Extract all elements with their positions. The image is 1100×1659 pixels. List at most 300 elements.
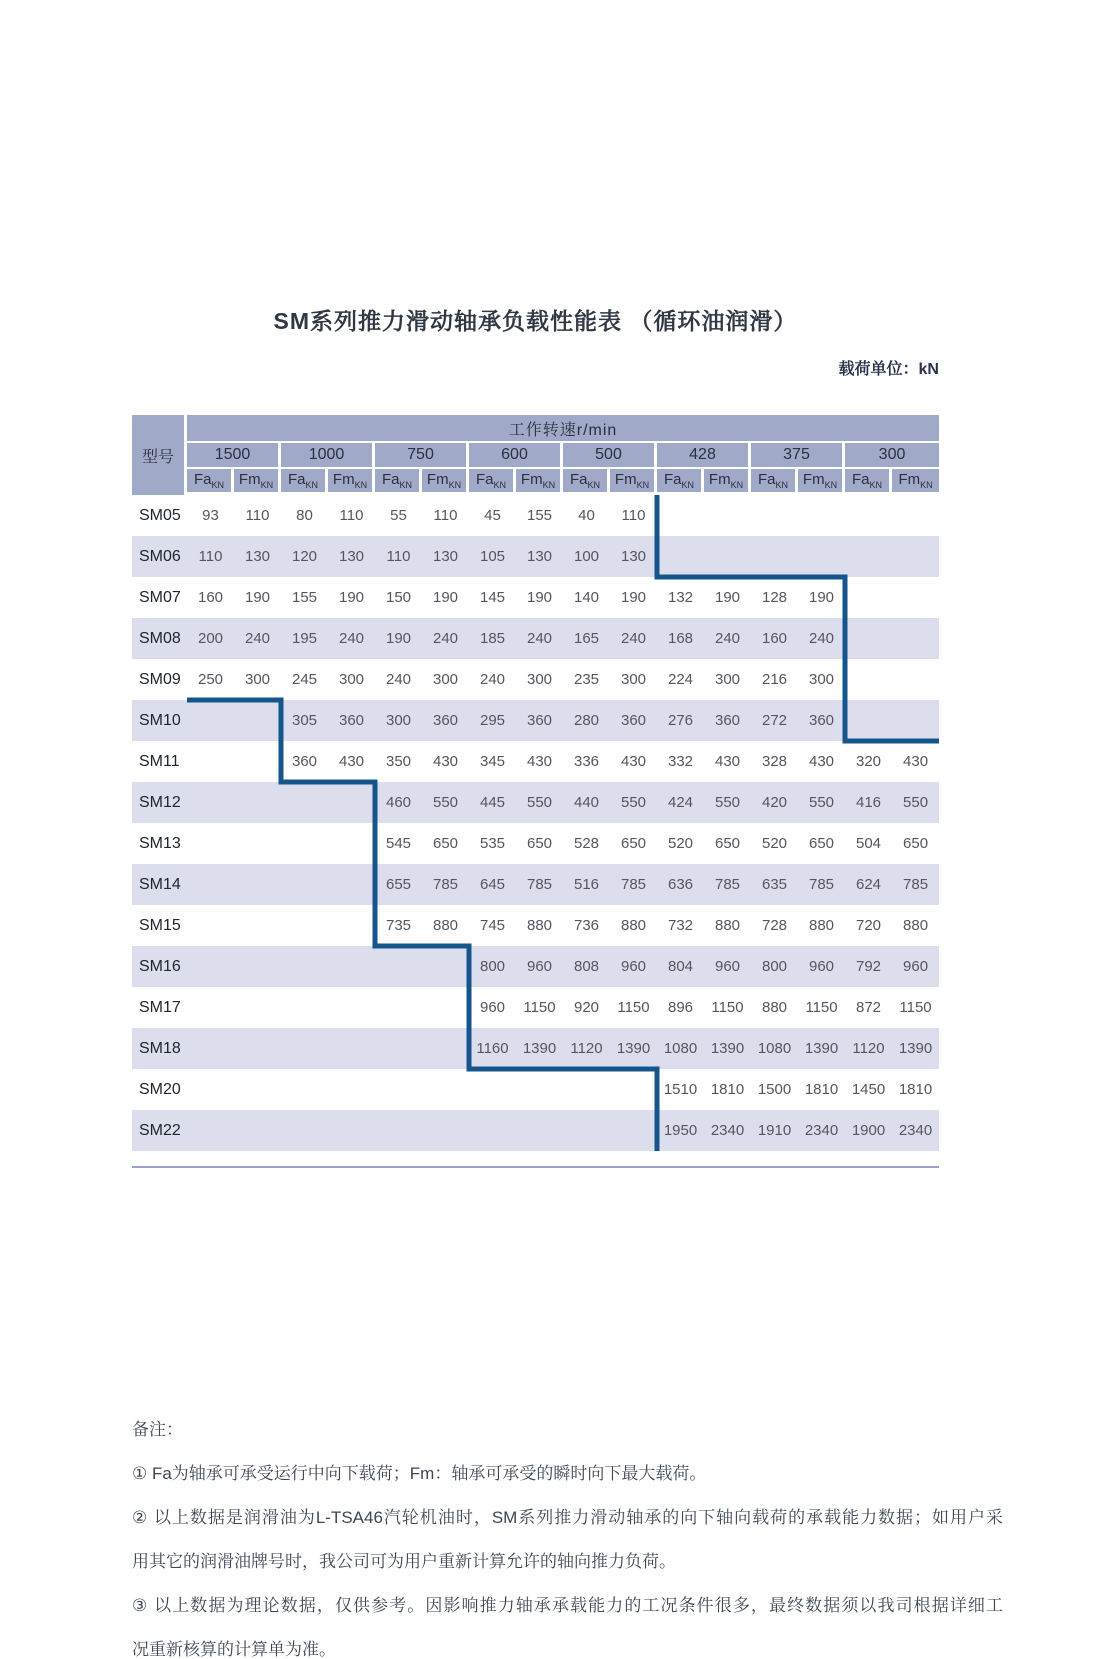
data-cell: [281, 905, 328, 946]
data-cell: [234, 1069, 281, 1110]
data-cell: 624: [845, 864, 892, 905]
model-label: SM22: [132, 1110, 187, 1151]
load-unit-subscript: KN: [636, 480, 650, 490]
data-cell: [751, 536, 798, 577]
speed-band-header: 工作转速r/min: [187, 415, 939, 443]
data-cell: [422, 1028, 469, 1069]
data-cell: 880: [798, 905, 845, 946]
fm-load-header: $Fm_{KN}$: [422, 469, 469, 495]
data-cell: 295: [469, 700, 516, 741]
data-cell: 550: [422, 782, 469, 823]
data-cell: [187, 1110, 234, 1151]
data-cell: [328, 987, 375, 1028]
data-cell: 132: [657, 577, 704, 618]
data-cell: 720: [845, 905, 892, 946]
load-performance-table: [132, 415, 939, 1151]
data-cell: 190: [234, 577, 281, 618]
data-cell: [845, 700, 892, 741]
data-cell: 300: [375, 700, 422, 741]
data-cell: 1080: [657, 1028, 704, 1069]
data-cell: 1910: [751, 1110, 798, 1151]
data-cell: 430: [798, 741, 845, 782]
data-cell: 145: [469, 577, 516, 618]
data-cell: [610, 1069, 657, 1110]
data-cell: [422, 987, 469, 1028]
data-cell: [234, 782, 281, 823]
data-cell: 792: [845, 946, 892, 987]
data-cell: 440: [563, 782, 610, 823]
data-cell: 280: [563, 700, 610, 741]
model-label: SM14: [132, 864, 187, 905]
data-cell: [328, 1028, 375, 1069]
data-cell: [563, 1069, 610, 1110]
speed-header: 375: [751, 443, 845, 469]
data-cell: 736: [563, 905, 610, 946]
load-unit-subscript: KN: [681, 480, 695, 490]
load-unit-subscript: KN: [448, 480, 462, 490]
note-line: ③ 以上数据为理论数据，仅供参考。因影响推力轴承承载能力的工况条件很多，最终数据须以我司根据详细工: [132, 1596, 1003, 1615]
data-cell: [187, 905, 234, 946]
data-cell: 650: [798, 823, 845, 864]
data-cell: 1390: [704, 1028, 751, 1069]
fa-load-header: $Fa_{KN}$: [845, 469, 892, 495]
speed-header: 500: [563, 443, 657, 469]
data-cell: 130: [422, 536, 469, 577]
data-cell: 520: [657, 823, 704, 864]
data-cell: 300: [704, 659, 751, 700]
data-cell: 155: [516, 495, 563, 536]
load-unit-subscript: KN: [305, 480, 319, 490]
data-cell: 224: [657, 659, 704, 700]
data-table: [132, 415, 939, 1151]
data-cell: [751, 495, 798, 536]
data-cell: 240: [516, 618, 563, 659]
data-cell: 430: [704, 741, 751, 782]
data-cell: [281, 1110, 328, 1151]
load-unit-subscript: KN: [493, 480, 507, 490]
data-cell: [704, 536, 751, 577]
data-cell: 110: [375, 536, 422, 577]
data-cell: [798, 536, 845, 577]
table-row: [132, 741, 939, 782]
data-cell: 880: [516, 905, 563, 946]
data-cell: 960: [516, 946, 563, 987]
data-cell: 360: [704, 700, 751, 741]
table-row: [132, 823, 939, 864]
fm-load-header: $Fm_{KN}$: [234, 469, 281, 495]
data-cell: [187, 741, 234, 782]
speed-header: 600: [469, 443, 563, 469]
data-cell: 40: [563, 495, 610, 536]
data-cell: 2340: [798, 1110, 845, 1151]
fm-load-header: $Fm_{KN}$: [798, 469, 845, 495]
data-cell: [234, 946, 281, 987]
data-cell: 360: [610, 700, 657, 741]
notes-heading: 备注：: [132, 1420, 183, 1439]
table-row: [132, 577, 939, 618]
data-cell: 920: [563, 987, 610, 1028]
data-cell: 272: [751, 700, 798, 741]
data-cell: 140: [563, 577, 610, 618]
data-cell: 1450: [845, 1069, 892, 1110]
data-cell: 504: [845, 823, 892, 864]
data-cell: 300: [798, 659, 845, 700]
data-cell: [422, 1069, 469, 1110]
fm-load-header: $Fm_{KN}$: [704, 469, 751, 495]
data-cell: 745: [469, 905, 516, 946]
data-cell: [281, 946, 328, 987]
data-cell: 1900: [845, 1110, 892, 1151]
data-cell: 45: [469, 495, 516, 536]
data-cell: [281, 1069, 328, 1110]
model-label: SM09: [132, 659, 187, 700]
data-cell: [328, 905, 375, 946]
data-cell: 190: [610, 577, 657, 618]
data-cell: 650: [422, 823, 469, 864]
model-label: SM05: [132, 495, 187, 536]
data-cell: [281, 823, 328, 864]
data-cell: 960: [892, 946, 939, 987]
data-cell: 808: [563, 946, 610, 987]
data-cell: 250: [187, 659, 234, 700]
data-cell: 2340: [704, 1110, 751, 1151]
data-cell: 190: [516, 577, 563, 618]
data-cell: 732: [657, 905, 704, 946]
data-cell: 80: [281, 495, 328, 536]
data-cell: 1810: [704, 1069, 751, 1110]
data-cell: 550: [610, 782, 657, 823]
load-unit-subscript: KN: [260, 480, 274, 490]
data-cell: 1120: [563, 1028, 610, 1069]
model-label: SM18: [132, 1028, 187, 1069]
unit-label: 载荷单位：kN: [838, 361, 939, 378]
data-cell: 636: [657, 864, 704, 905]
table-row: [132, 700, 939, 741]
data-cell: 645: [469, 864, 516, 905]
data-cell: 896: [657, 987, 704, 1028]
data-cell: 332: [657, 741, 704, 782]
data-cell: [234, 823, 281, 864]
data-cell: 785: [516, 864, 563, 905]
data-cell: 150: [375, 577, 422, 618]
data-cell: 445: [469, 782, 516, 823]
data-cell: 960: [469, 987, 516, 1028]
load-unit-subscript: KN: [824, 480, 838, 490]
data-cell: 800: [751, 946, 798, 987]
table-row: [132, 905, 939, 946]
fa-load-header: $Fa_{KN}$: [657, 469, 704, 495]
table-row: [132, 659, 939, 700]
data-cell: 430: [516, 741, 563, 782]
model-label: SM11: [132, 741, 187, 782]
data-cell: 360: [798, 700, 845, 741]
data-cell: [845, 536, 892, 577]
data-cell: 336: [563, 741, 610, 782]
data-cell: 130: [610, 536, 657, 577]
data-cell: [892, 536, 939, 577]
note-line: 况重新核算的计算单为准。: [132, 1640, 336, 1659]
data-cell: 960: [704, 946, 751, 987]
note-line: 用其它的润滑油牌号时，我公司可为用户重新计算允许的轴向推力负荷。: [132, 1552, 676, 1571]
data-cell: 93: [187, 495, 234, 536]
data-cell: [187, 1069, 234, 1110]
data-cell: [422, 1110, 469, 1151]
fa-load-header: $Fa_{KN}$: [563, 469, 610, 495]
data-cell: 130: [516, 536, 563, 577]
data-cell: 430: [328, 741, 375, 782]
model-label: SM15: [132, 905, 187, 946]
data-cell: [187, 700, 234, 741]
data-cell: 1810: [892, 1069, 939, 1110]
data-cell: [281, 782, 328, 823]
model-column-header: 型号: [132, 415, 187, 495]
table-row: [132, 946, 939, 987]
data-cell: [845, 495, 892, 536]
data-cell: [704, 495, 751, 536]
data-cell: [516, 1110, 563, 1151]
data-cell: 240: [375, 659, 422, 700]
data-cell: 300: [328, 659, 375, 700]
fa-load-header: $Fa_{KN}$: [375, 469, 422, 495]
speed-header: 1500: [187, 443, 281, 469]
table-header: [132, 415, 939, 495]
data-cell: 216: [751, 659, 798, 700]
data-cell: [375, 987, 422, 1028]
table-body: [132, 495, 939, 1151]
data-cell: [657, 536, 704, 577]
table-row: [132, 1069, 939, 1110]
data-cell: [422, 946, 469, 987]
data-cell: 1150: [704, 987, 751, 1028]
data-cell: 650: [704, 823, 751, 864]
data-cell: 550: [892, 782, 939, 823]
data-cell: 424: [657, 782, 704, 823]
data-cell: 1120: [845, 1028, 892, 1069]
data-cell: [516, 1069, 563, 1110]
data-cell: 416: [845, 782, 892, 823]
data-cell: 120: [281, 536, 328, 577]
data-cell: [610, 1110, 657, 1151]
data-cell: 110: [234, 495, 281, 536]
data-cell: 880: [751, 987, 798, 1028]
data-cell: [187, 987, 234, 1028]
data-cell: [187, 864, 234, 905]
data-cell: [187, 823, 234, 864]
data-cell: 160: [751, 618, 798, 659]
data-cell: 1510: [657, 1069, 704, 1110]
data-cell: 880: [422, 905, 469, 946]
data-cell: [375, 1028, 422, 1069]
data-cell: 785: [892, 864, 939, 905]
data-cell: 350: [375, 741, 422, 782]
data-cell: 305: [281, 700, 328, 741]
data-cell: 785: [798, 864, 845, 905]
data-cell: 635: [751, 864, 798, 905]
speed-header: 750: [375, 443, 469, 469]
load-unit-subscript: KN: [399, 480, 413, 490]
load-unit-subscript: KN: [775, 480, 789, 490]
table-row: [132, 987, 939, 1028]
data-cell: [234, 1110, 281, 1151]
model-label: SM13: [132, 823, 187, 864]
data-cell: [234, 1028, 281, 1069]
data-cell: 128: [751, 577, 798, 618]
data-cell: 1810: [798, 1069, 845, 1110]
data-cell: 328: [751, 741, 798, 782]
data-cell: 360: [328, 700, 375, 741]
data-cell: 785: [610, 864, 657, 905]
data-cell: 360: [422, 700, 469, 741]
fm-load-header: $Fm_{KN}$: [516, 469, 563, 495]
data-cell: 872: [845, 987, 892, 1028]
data-cell: 550: [516, 782, 563, 823]
data-cell: 520: [751, 823, 798, 864]
data-cell: 110: [422, 495, 469, 536]
data-cell: [234, 864, 281, 905]
data-cell: [845, 577, 892, 618]
fm-load-header: $Fm_{KN}$: [328, 469, 375, 495]
data-cell: [845, 618, 892, 659]
data-cell: [328, 782, 375, 823]
data-cell: [375, 946, 422, 987]
data-cell: 155: [281, 577, 328, 618]
data-cell: 550: [704, 782, 751, 823]
speed-header-row: [132, 443, 939, 469]
data-cell: [845, 659, 892, 700]
load-unit-subscript: KN: [920, 480, 933, 490]
data-cell: 1950: [657, 1110, 704, 1151]
data-cell: 105: [469, 536, 516, 577]
model-label: SM16: [132, 946, 187, 987]
fa-load-header: $Fa_{KN}$: [469, 469, 516, 495]
data-cell: 1150: [798, 987, 845, 1028]
data-cell: 130: [328, 536, 375, 577]
data-cell: 650: [892, 823, 939, 864]
data-cell: 200: [187, 618, 234, 659]
data-cell: [469, 1069, 516, 1110]
data-cell: 300: [516, 659, 563, 700]
load-header-row: [132, 469, 939, 495]
data-cell: 190: [798, 577, 845, 618]
data-cell: 1390: [798, 1028, 845, 1069]
page-title: SM系列推力滑动轴承负载性能表 （循环油润滑）: [273, 308, 798, 334]
data-cell: 55: [375, 495, 422, 536]
data-cell: 130: [234, 536, 281, 577]
load-unit-subscript: KN: [587, 480, 601, 490]
data-cell: 300: [234, 659, 281, 700]
load-unit-subscript: KN: [869, 480, 883, 490]
data-cell: [892, 618, 939, 659]
data-cell: 110: [328, 495, 375, 536]
data-cell: 360: [281, 741, 328, 782]
data-cell: [234, 741, 281, 782]
data-cell: 245: [281, 659, 328, 700]
data-cell: 195: [281, 618, 328, 659]
data-cell: 735: [375, 905, 422, 946]
data-cell: 160: [187, 577, 234, 618]
data-cell: [469, 1110, 516, 1151]
data-cell: 300: [422, 659, 469, 700]
data-cell: [187, 782, 234, 823]
data-cell: [892, 659, 939, 700]
data-cell: 960: [798, 946, 845, 987]
data-cell: [281, 864, 328, 905]
speed-header: 1000: [281, 443, 375, 469]
data-cell: [328, 1110, 375, 1151]
table-row: [132, 536, 939, 577]
model-label: SM07: [132, 577, 187, 618]
data-cell: 190: [422, 577, 469, 618]
data-cell: 300: [610, 659, 657, 700]
load-unit-subscript: KN: [354, 480, 368, 490]
data-cell: 1150: [892, 987, 939, 1028]
data-cell: [657, 495, 704, 536]
data-cell: 430: [422, 741, 469, 782]
data-cell: 880: [892, 905, 939, 946]
data-cell: 190: [328, 577, 375, 618]
data-cell: [892, 495, 939, 536]
data-cell: 1390: [610, 1028, 657, 1069]
data-cell: 430: [610, 741, 657, 782]
table-row: [132, 1110, 939, 1151]
data-cell: 785: [422, 864, 469, 905]
data-cell: [375, 1110, 422, 1151]
data-cell: 550: [798, 782, 845, 823]
data-cell: 345: [469, 741, 516, 782]
data-cell: [187, 946, 234, 987]
model-label: SM10: [132, 700, 187, 741]
data-cell: [798, 495, 845, 536]
model-label: SM20: [132, 1069, 187, 1110]
load-unit-subscript: KN: [211, 480, 225, 490]
table-row: [132, 864, 939, 905]
data-cell: 240: [328, 618, 375, 659]
model-label: SM12: [132, 782, 187, 823]
data-cell: 1390: [892, 1028, 939, 1069]
data-cell: [234, 987, 281, 1028]
data-cell: 240: [234, 618, 281, 659]
data-cell: [187, 1028, 234, 1069]
data-cell: 528: [563, 823, 610, 864]
data-cell: 785: [704, 864, 751, 905]
data-cell: 880: [704, 905, 751, 946]
speed-header: 300: [845, 443, 939, 469]
data-cell: 655: [375, 864, 422, 905]
load-unit-subscript: KN: [730, 480, 744, 490]
data-cell: [281, 987, 328, 1028]
data-cell: [328, 823, 375, 864]
data-cell: 360: [516, 700, 563, 741]
data-cell: 110: [610, 495, 657, 536]
data-cell: [328, 864, 375, 905]
fm-load-header: $Fm_{KN}$: [610, 469, 657, 495]
data-cell: 240: [469, 659, 516, 700]
fa-load-header: $Fa_{KN}$: [187, 469, 234, 495]
data-cell: 880: [610, 905, 657, 946]
data-cell: [328, 946, 375, 987]
data-cell: 190: [375, 618, 422, 659]
data-cell: 110: [187, 536, 234, 577]
data-cell: 1080: [751, 1028, 798, 1069]
data-cell: 240: [422, 618, 469, 659]
data-cell: 240: [610, 618, 657, 659]
data-cell: 804: [657, 946, 704, 987]
notes-section: [132, 1408, 1003, 1659]
data-cell: 320: [845, 741, 892, 782]
data-cell: 168: [657, 618, 704, 659]
model-label: SM06: [132, 536, 187, 577]
fm-load-header: $Fm_{KN}$: [892, 469, 939, 495]
